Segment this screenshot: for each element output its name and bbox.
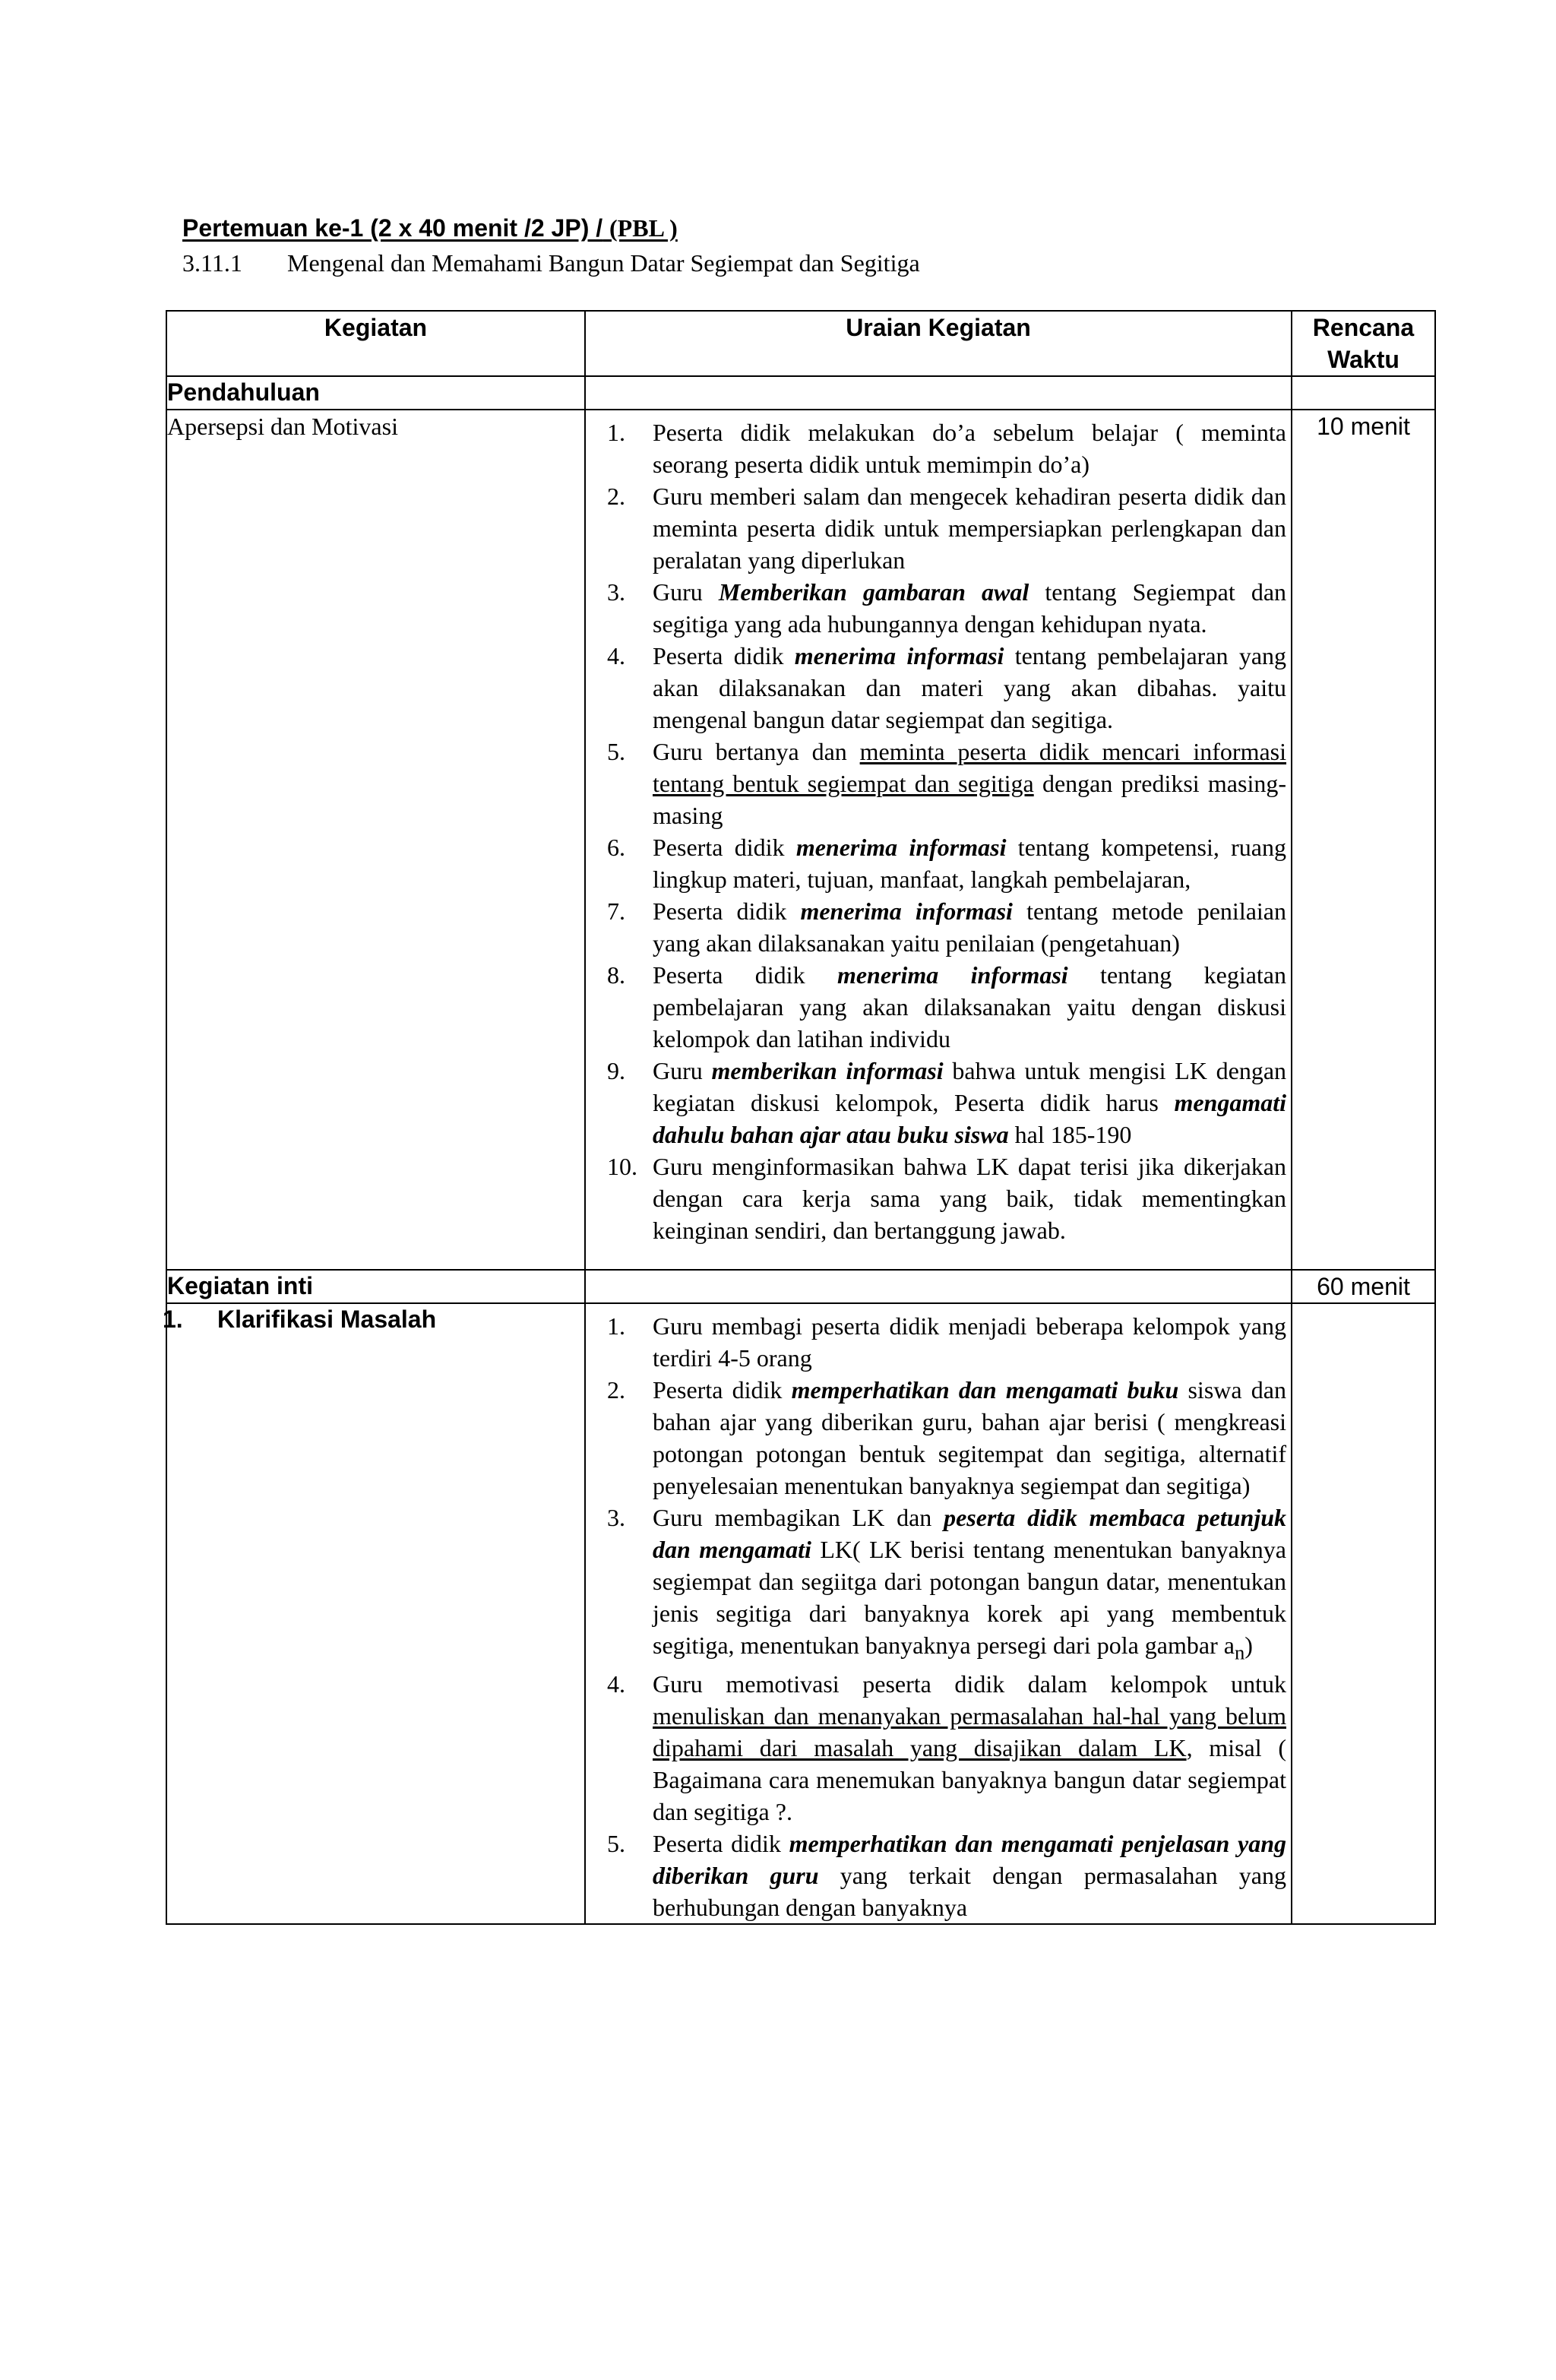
item-text: Guru menginformasikan bahwa LK dapat terisi jika dikerjakan dengan cara kerja sama yang baik, tidak mementingkan keinginan sendiri, dan bertanggung jawab.: [653, 1153, 1286, 1244]
item-number: 8.: [607, 961, 625, 989]
empty-cell: [585, 1270, 1292, 1303]
item-text: dengan prediksi masing- masing: [653, 770, 1287, 829]
section-row-inti: [166, 1270, 1435, 1303]
item-text: bahwa untuk mengisi LK dengan kegiatan diskusi kelompok, Peserta didik harus: [653, 1057, 1287, 1116]
activity-table: [163, 310, 1436, 1925]
list-item: [586, 1668, 1286, 1828]
item-text: Guru bertanya dan: [653, 738, 860, 765]
activity-label-klarifikasi: [163, 1303, 585, 1924]
item-text: Guru: [653, 578, 719, 606]
empty-cell: [585, 376, 1292, 410]
item-number: 3.: [607, 578, 625, 606]
item-number: 5.: [607, 738, 625, 765]
list-item: [586, 1828, 1286, 1923]
time-inti: 60 menit: [1292, 1270, 1435, 1303]
item-text: Peserta didik melakukan do’a sebelum belajar ( meminta seorang peserta didik untuk memimpin do’a): [653, 419, 1286, 478]
item-number: 10.: [607, 1153, 637, 1180]
item-number: 3.: [607, 1504, 625, 1531]
item-number: 2.: [607, 1376, 625, 1404]
item-text: ): [1244, 1632, 1253, 1659]
item-text: hal 185-190: [1008, 1121, 1132, 1148]
item-text: Guru membagi peserta didik menjadi beberapa kelompok yang terdiri 4-5 orang: [653, 1312, 1286, 1372]
item-text: , misal ( Bagaimana cara menemukan banyaknya bangun datar segiempat dan segitiga ?.: [653, 1734, 1287, 1826]
activity-label-apersepsi: Apersepsi dan Motivasi: [166, 410, 585, 1270]
emphasis-text: menerima informasi: [794, 642, 1004, 669]
item-text: tentang kompetensi, ruang lingkup materi, tujuan, manfaat, langkah pembelajaran,: [653, 834, 1286, 893]
empty-cell: [1292, 1303, 1435, 1924]
section-row-pendahuluan: [166, 376, 1435, 410]
item-text: tentang metode penilaian yang akan dilaksanakan yaitu penilaian (pengetahuan): [653, 897, 1287, 957]
meeting-heading-method: (PBL ): [609, 214, 678, 242]
list-item: [586, 416, 1286, 480]
item-text: yang terkait dengan permasalahan yang berhubungan dengan banyaknya: [653, 1862, 1287, 1922]
header-waktu-line1: Rencana: [1312, 314, 1415, 341]
item-text: Guru memotivasi peserta didik dalam kelompok untuk: [653, 1670, 1286, 1698]
emphasis-text: menerima informasi: [800, 897, 1013, 925]
emphasis-text: memperhatikan dan mengamati penjelasan yang diberikan guru: [653, 1830, 1287, 1890]
item-text: Peserta didik: [653, 642, 795, 669]
item-number: 6.: [607, 834, 625, 861]
emphasis-text: memperhatikan dan mengamati buku: [791, 1376, 1179, 1404]
activity-description-cell: [585, 1303, 1292, 1924]
item-text: Guru membagikan LK dan: [653, 1504, 944, 1531]
item-number: 5.: [607, 1830, 625, 1858]
competency-number: 3.11.1: [182, 249, 242, 277]
item-text: Peserta didik: [653, 961, 837, 989]
competency-line: [182, 249, 920, 277]
empty-cell: [1292, 376, 1435, 410]
emphasis-text: mengamati dahulu bahan ajar atau buku siswa: [653, 1089, 1286, 1148]
item-text: LK( LK berisi tentang menentukan banyaknya segiempat dan segiitga dari potongan bangun datar, menentukan jenis segitiga dari banyaknya korek api yang membentuk segitiga, menentukan banyaknya persegi dari pola gambar a: [653, 1536, 1286, 1659]
item-text: tentang pembelajaran yang akan dilaksanakan dan materi yang akan dibahas. yaitu mengenal bangun datar segiempat dan segitiga.: [653, 642, 1287, 733]
activity-row-klarifikasi: [166, 1303, 1435, 1924]
item-number: 9.: [607, 1057, 625, 1084]
time-pendahuluan: 10 menit: [1292, 410, 1435, 1270]
table-header-row: [166, 311, 1435, 376]
section-title-inti: Kegiatan inti: [166, 1270, 585, 1303]
header-waktu: [1292, 311, 1435, 376]
list-item: [586, 959, 1286, 1055]
emphasis-text: memberikan informasi: [711, 1057, 944, 1084]
item-text: Peserta didik: [653, 1830, 789, 1858]
list-item: [586, 831, 1286, 895]
meeting-heading: [182, 214, 678, 242]
section-title-pendahuluan: Pendahuluan: [166, 376, 585, 410]
underlined-text: meminta peserta didik mencari informasi tentang bentuk segiempat dan segitiga: [653, 738, 1287, 797]
item-number: 4.: [607, 1670, 625, 1698]
list-item: [586, 1374, 1286, 1502]
meeting-heading-main: Pertemuan ke-1 (2 x 40 menit /2 JP) /: [182, 214, 603, 242]
activity-row-apersepsi: [166, 410, 1435, 1270]
header-kegiatan: Kegiatan: [166, 311, 585, 376]
list-item: [586, 895, 1286, 959]
item-number: 4.: [607, 642, 625, 669]
activity-description-cell: [585, 410, 1292, 1270]
item-text: siswa dan bahan ajar yang diberikan guru, bahan ajar berisi ( mengkreasi potongan potongan bentuk segitempat dan segitiga, alternatif penyelesaian menentukan banyaknya segiempat dan segitiga): [653, 1376, 1286, 1499]
item-text: Peserta didik: [653, 1376, 792, 1404]
list-item: [586, 576, 1286, 640]
item-text: tentang kegiatan pembelajaran yang akan dilaksanakan yaitu dengan diskusi kelompok dan latihan individu: [653, 961, 1286, 1052]
header-uraian: Uraian Kegiatan: [585, 311, 1292, 376]
list-item: [586, 1502, 1286, 1668]
emphasis-text: menerima informasi: [795, 834, 1007, 861]
competency-title: Mengenal dan Memahami Bangun Datar Segiempat dan Segitiga: [287, 249, 920, 277]
emphasis-text: Memberikan gambaran awal: [718, 578, 1029, 606]
emphasis-text: menerima informasi: [837, 961, 1068, 989]
item-number: 7.: [607, 897, 625, 925]
item-text: Guru: [653, 1057, 712, 1084]
list-item: [586, 480, 1286, 576]
list-item: [586, 1055, 1286, 1150]
underlined-text: menuliskan dan menanyakan permasalahan hal-hal yang belum dipahami dari masalah yang disajikan dalam LK: [653, 1702, 1286, 1762]
list-item: [586, 640, 1286, 736]
item-number: 1.: [607, 1312, 625, 1340]
list-item: [586, 736, 1286, 831]
item-text: Peserta didik: [653, 834, 796, 861]
item-text: Guru memberi salam dan mengecek kehadiran peserta didik dan meminta peserta didik untuk mempersiapkan perlengkapan dan peralatan yang diperlukan: [653, 483, 1286, 574]
emphasis-text: peserta didik membaca petunjuk dan mengamati: [653, 1504, 1287, 1563]
subscript-text: n: [1234, 1641, 1245, 1664]
item-text: tentang Segiempat dan segitiga yang ada hubungannya dengan kehidupan nyata.: [653, 578, 1287, 638]
list-item: [586, 1310, 1286, 1374]
activity-label-text: Klarifikasi Masalah: [217, 1306, 437, 1333]
item-number: 2.: [607, 483, 625, 510]
pendahuluan-steps-list: [586, 410, 1291, 1269]
header-waktu-line2: Waktu: [1327, 346, 1399, 373]
list-item: [586, 1150, 1286, 1246]
item-number: 1.: [607, 419, 625, 446]
inti-steps-list: [586, 1304, 1291, 1923]
activity-number: 1.: [163, 1306, 183, 1333]
item-text: Peserta didik: [653, 897, 801, 925]
